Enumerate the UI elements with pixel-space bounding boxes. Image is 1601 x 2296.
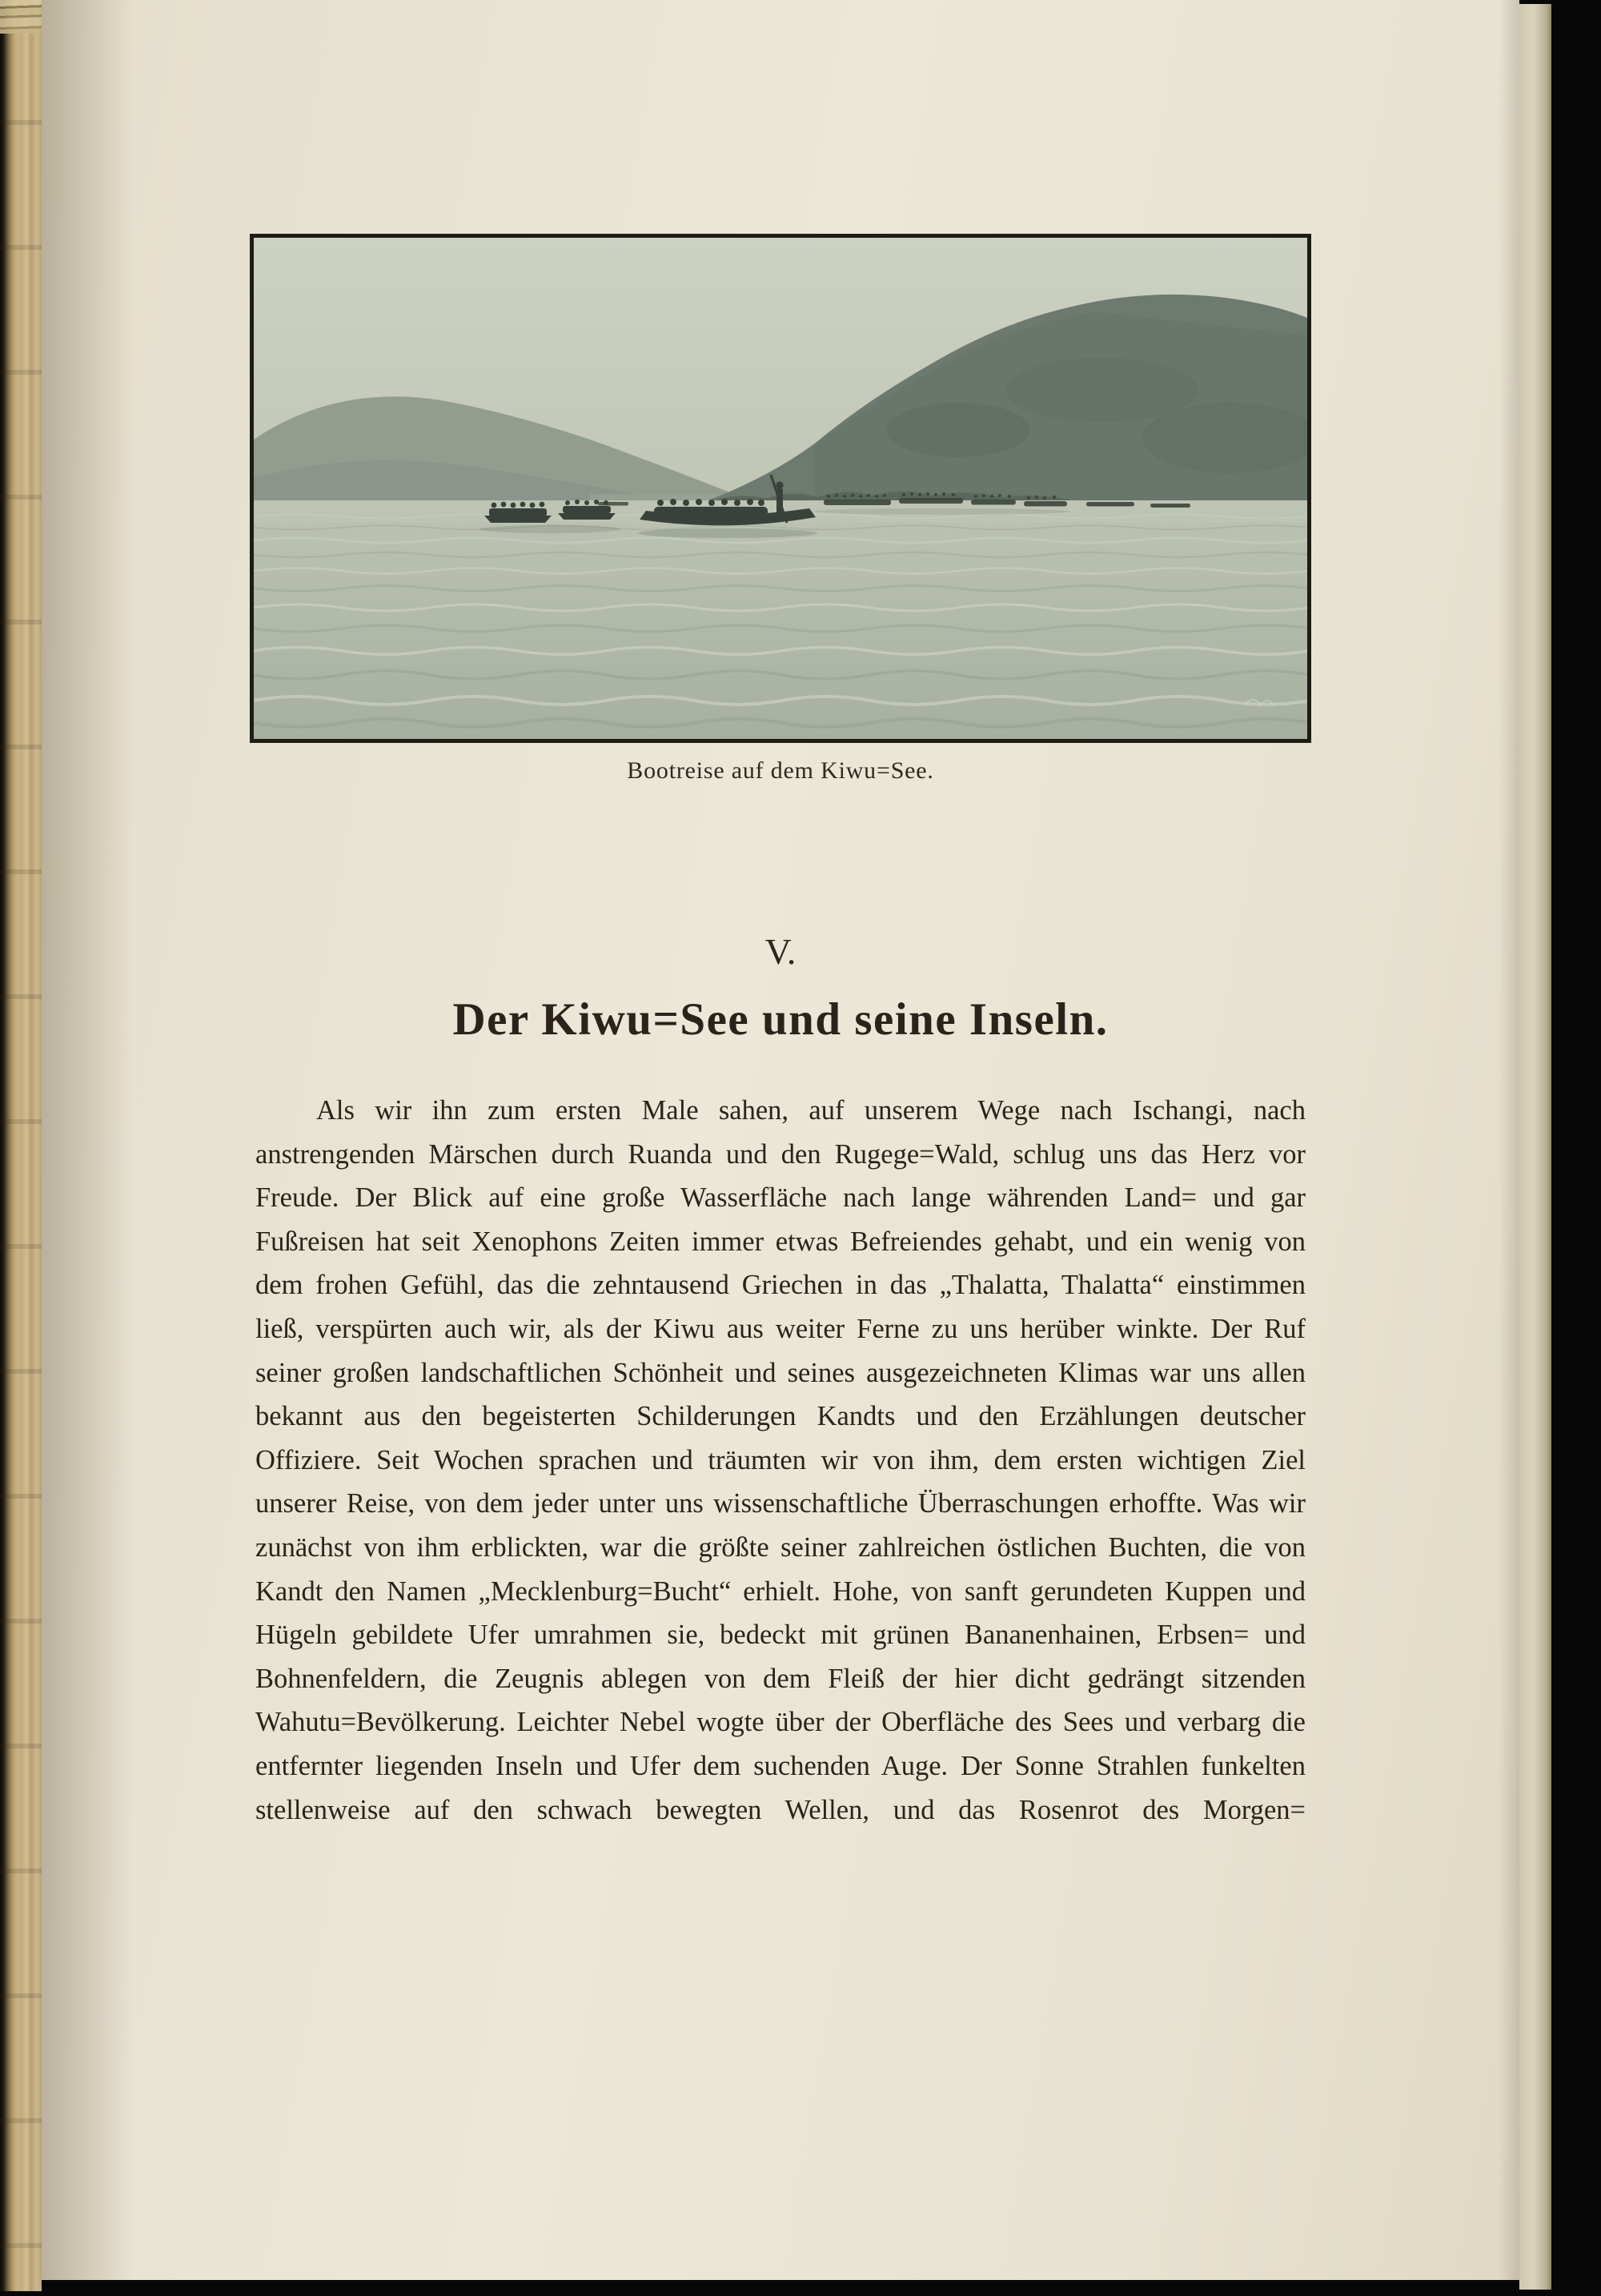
chapter-title: Der Kiwu=See und seine Inseln. bbox=[452, 994, 1109, 1045]
next-page-edge bbox=[1519, 4, 1551, 2290]
book-page bbox=[42, 0, 1519, 2280]
photo-caption: Bootreise auf dem Kiwu=See. bbox=[627, 757, 934, 784]
photo-figure bbox=[42, 0, 1519, 785]
lake-kivu-photo-illustration bbox=[254, 238, 1307, 739]
body-paragraph: Als wir ihn zum ersten Male sahen, auf unserem Wege nach Ischangi, nach anstrengenden Märschen durch Ruanda und den Rugege=Wald, schlug uns das Herz vor Freude. Der Blick auf eine große Wasserfläche nach lange währenden Land= und gar Fußreisen hat seit Xenophons Zeiten immer etwas Befreiendes gehabt, und ein wenig von dem frohen Gefühl, das die zehntausend Griechen in das „Thalatta, Thalatta“ einstimmen ließ, verspürten auch wir, als der Kiwu aus weiter Ferne zu uns herüber winkte. Der Ruf seiner großen landschaftlichen Schönheit und seines ausgezeichneten Klimas war uns allen bekannt aus den begeisterten Schilderungen Kandts und den Erzählungen deutscher Offiziere. Seit Wochen sprachen und träumten wir von ihm, dem ersten wichtigen Ziel unserer Reise, von dem jeder unter uns wissenschaftliche Überraschungen erhoffte. Was wir zunächst von ihm erblickten, war die größte seiner zahlreichen östlichen Buchten, die von Kandt den Namen „Mecklenburg=Bucht“ erhielt. Hohe, von sanft gerundeten Kuppen und Hügeln gebildete Ufer umrahmen sie, bedeckt mit grünen Bananenhainen, Erbsen= und Bohnenfeldern, die Zeugnis ablegen von dem Fleiß der hier dicht gedrängt sitzenden Wahutu=Bevölkerung. Leichter Nebel wogte über der Oberfläche des Sees und verbarg die entfernter liegenden Inseln und Ufer dem suchenden Auge. Der Sonne Strahlen funkelten stellenweise auf den schwach bewegten Wellen, und das Rosenrot des Morgen= bbox=[255, 1095, 1306, 1825]
book-gutter-page-edges bbox=[0, 0, 42, 2291]
chapter-number: V. bbox=[764, 931, 796, 972]
photo-frame bbox=[250, 234, 1311, 743]
